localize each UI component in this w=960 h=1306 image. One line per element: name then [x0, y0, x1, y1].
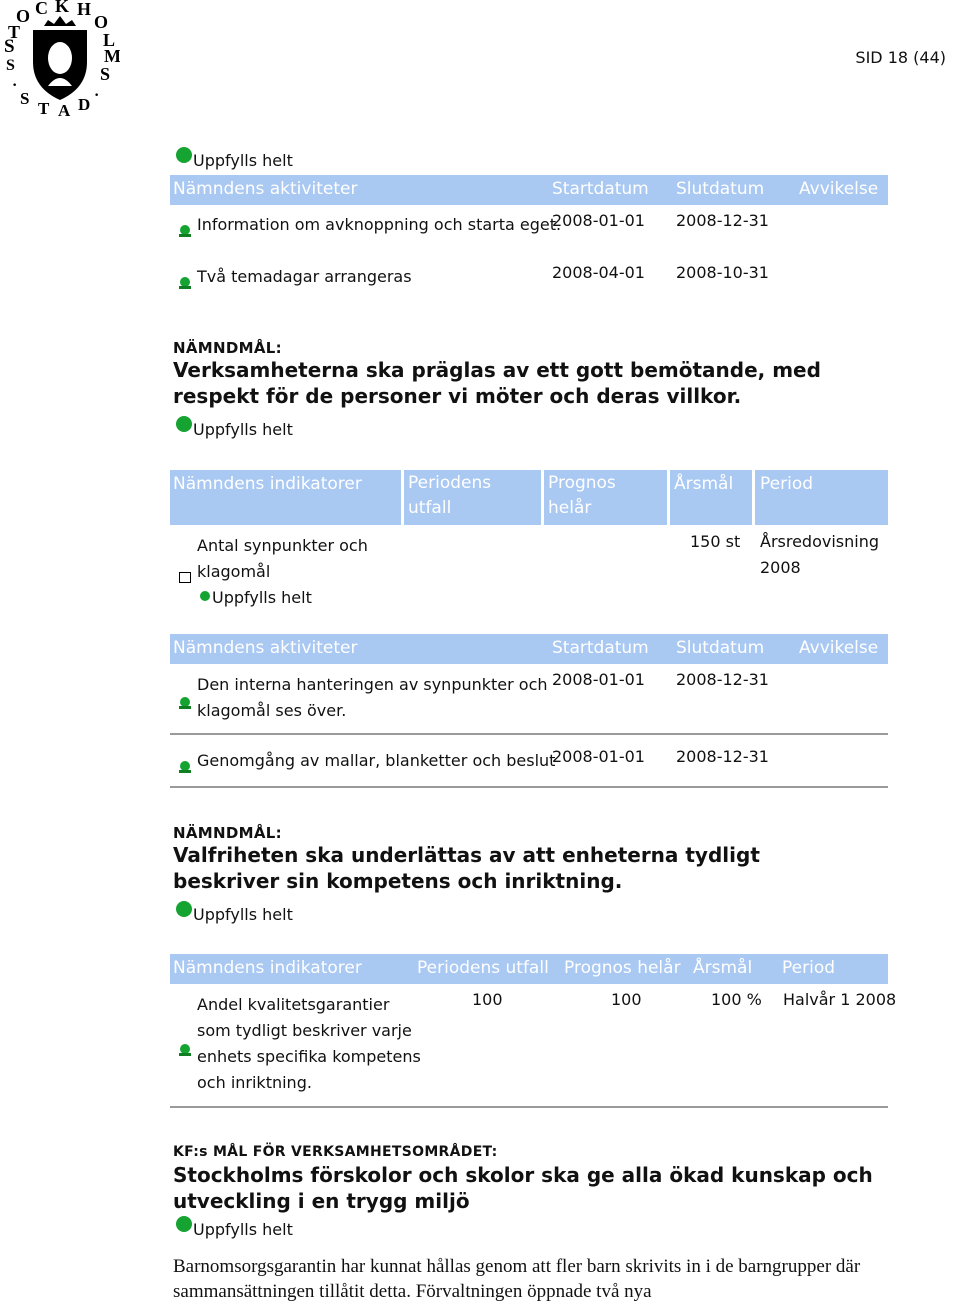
activity-end: 2008-12-31 [676, 747, 769, 766]
svg-text:C: C [35, 0, 48, 18]
activity-end: 2008-12-31 [676, 211, 769, 230]
status-ok-icon [200, 591, 210, 601]
col-header-annual: Årsmål [693, 958, 753, 978]
activity-name: klagomål ses över. [197, 701, 347, 720]
goal-label: NÄMNDMÅL: [173, 824, 282, 842]
col-header-end: Slutdatum [676, 179, 765, 199]
col-header-deviation: Avvikelse [799, 179, 879, 199]
col-header-deviation: Avvikelse [799, 638, 879, 658]
row-divider [170, 1106, 888, 1108]
activity-name: Två temadagar arrangeras [197, 267, 412, 286]
indicator-name: klagomål [197, 562, 271, 581]
indicator-status: Uppfylls helt [212, 588, 312, 607]
col-header-activities: Nämndens aktiviteter [173, 638, 358, 658]
svg-text:M: M [104, 46, 120, 66]
col-header-annual: Årsmål [674, 474, 734, 494]
status-ok-icon [176, 901, 192, 917]
svg-text:O: O [16, 6, 31, 26]
status-label: Uppfylls helt [193, 420, 293, 439]
col-header-outcome: Periodens utfall [417, 958, 549, 978]
unmeasured-indicator-icon [179, 572, 191, 583]
col-header-outcome: Periodens utfall [408, 473, 492, 518]
svg-text:S: S [6, 57, 15, 74]
svg-text:D: D [78, 95, 91, 114]
svg-text:K: K [55, 0, 70, 16]
col-header-period: Period [782, 958, 836, 978]
goal-text: Verksamheterna ska präglas av ett gott bemötande, med respekt för de personer vi möter och deras villkor. [173, 358, 821, 408]
col-header-forecast: Prognos helår [548, 473, 616, 518]
indicator-annual: 150 st [690, 532, 741, 551]
activity-bar-icon [179, 770, 191, 773]
activity-name: Genomgång av mallar, blanketter och beslut [197, 751, 556, 770]
header-divider [541, 470, 544, 525]
status-ok-icon [176, 1216, 192, 1232]
activity-start: 2008-01-01 [552, 670, 645, 689]
row-divider [170, 786, 888, 788]
indicator-outcome: 100 [472, 990, 503, 1009]
activity-bar-icon [179, 706, 191, 709]
indicator-name: enhets specifika kompetens [197, 1047, 421, 1066]
indicator-bar-icon [179, 1053, 191, 1056]
status-label: Uppfylls helt [193, 905, 293, 924]
col-header-start: Startdatum [552, 179, 649, 199]
row-divider [170, 733, 888, 735]
indicator-name: som tydligt beskriver varje [197, 1021, 412, 1040]
activity-name: Information om avknoppning och starta eget. [197, 215, 562, 234]
svg-text:T: T [8, 22, 21, 42]
activity-start: 2008-01-01 [552, 211, 645, 230]
goal-label: NÄMNDMÅL: [173, 339, 282, 357]
col-header-start: Startdatum [552, 638, 649, 658]
col-header-forecast: Prognos helår [564, 958, 681, 978]
kf-goal-label: KF:s MÅL FÖR VERKSAMHETSOMRÅDET: [173, 1144, 498, 1160]
svg-text:S: S [20, 89, 30, 108]
activity-bar-icon [179, 286, 191, 289]
col-header-indicators: Nämndens indikatorer [173, 474, 362, 494]
indicator-name: Antal synpunkter och [197, 536, 368, 555]
svg-text:O: O [94, 12, 109, 32]
activity-end: 2008-12-31 [676, 670, 769, 689]
header-divider [667, 470, 670, 525]
svg-text:·: · [94, 87, 100, 104]
svg-text:·: · [12, 77, 18, 94]
body-paragraph: Barnomsorgsgarantin har kunnat hållas genom att fler barn skrivits in i de barngrupper där sammansättningen tillåtit detta. Förvaltningen öppnade två nya [173, 1256, 861, 1302]
activity-start: 2008-01-01 [552, 747, 645, 766]
indicator-period: Årsredovisning [760, 532, 880, 551]
indicator-name: och inriktning. [197, 1073, 312, 1092]
svg-text:H: H [77, 0, 92, 19]
svg-text:S: S [4, 36, 15, 57]
goal-text: Valfriheten ska underlättas av att enheterna tydligt beskriver sin kompetens och inriktning. [173, 843, 760, 893]
indicator-period: Halvår 1 2008 [783, 990, 897, 1009]
stockholm-seal-icon [0, 0, 120, 120]
kf-goal-text: Stockholms förskolor och skolor ska ge alla ökad kunskap och utveckling i en trygg miljö [173, 1163, 873, 1213]
svg-text:S: S [100, 64, 111, 84]
header-divider [401, 470, 404, 525]
status-ok-icon [176, 416, 192, 432]
col-header-activities: Nämndens aktiviteter [173, 179, 358, 199]
header-divider [752, 470, 755, 525]
col-header-end: Slutdatum [676, 638, 765, 658]
stockholm-logo [0, 0, 120, 120]
status-ok-icon [176, 147, 192, 163]
indicator-annual: 100 % [711, 990, 762, 1009]
indicator-name: Andel kvalitetsgarantier [197, 995, 390, 1014]
indicator-period: 2008 [760, 558, 801, 577]
status-label: Uppfylls helt [193, 1220, 293, 1239]
indicator-forecast: 100 [611, 990, 642, 1009]
svg-text:T: T [38, 99, 50, 118]
activity-end: 2008-10-31 [676, 263, 769, 282]
svg-text:A: A [58, 101, 71, 120]
col-header-period: Period [760, 474, 814, 494]
activity-name: Den interna hanteringen av synpunkter och [197, 675, 548, 694]
col-header-indicators: Nämndens indikatorer [173, 958, 362, 978]
activity-bar-icon [179, 234, 191, 237]
status-label: Uppfylls helt [193, 151, 293, 170]
activity-start: 2008-04-01 [552, 263, 645, 282]
svg-text:L: L [103, 30, 116, 50]
page-number: SID 18 (44) [855, 48, 946, 67]
